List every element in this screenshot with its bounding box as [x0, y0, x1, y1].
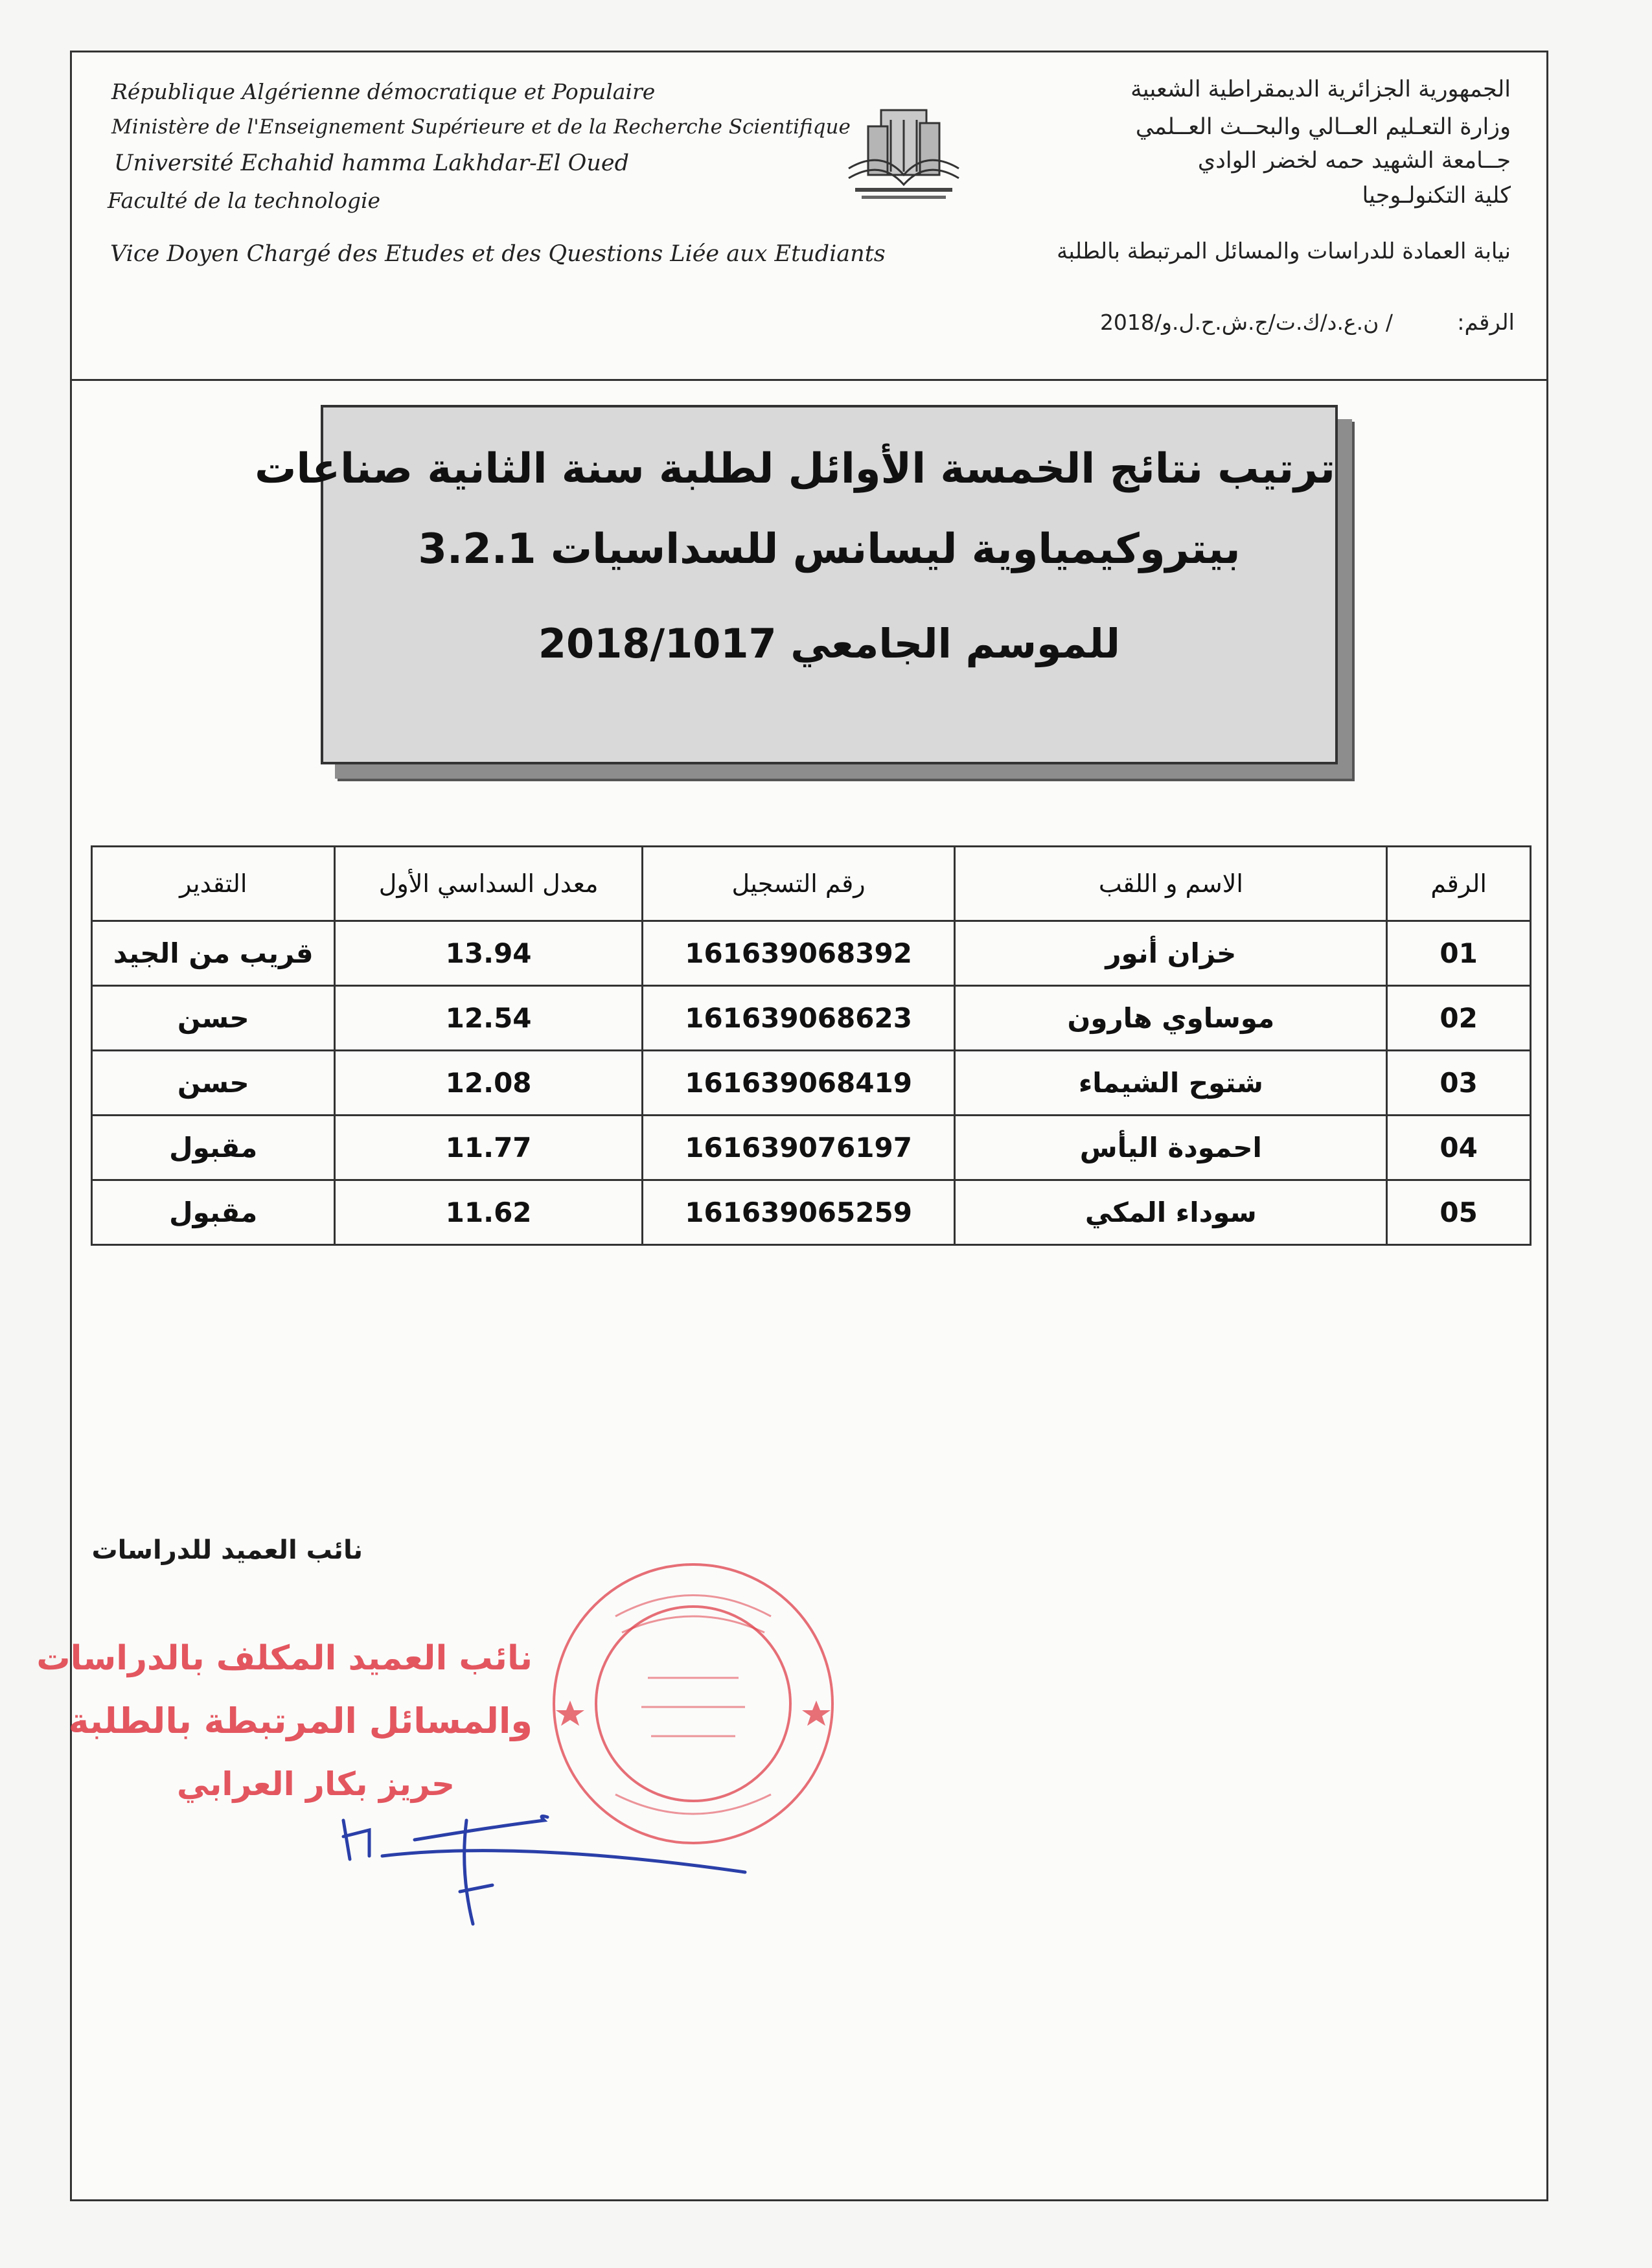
cell-average: 11.77 [335, 1116, 642, 1180]
cell-average: 11.62 [335, 1180, 642, 1245]
cell-name: سوداء المكي [955, 1180, 1387, 1245]
header-average: معدل السداسي الأول [335, 847, 642, 921]
fr-university: Université Echahid hamma Lakhdar-El Oued [114, 150, 630, 176]
fr-ministry: Ministère de l'Enseignement Supérieure et de la Recherche Scientifique [111, 115, 851, 139]
table-row [92, 986, 1531, 1051]
ref-label: الرقم: [1457, 310, 1515, 336]
cell-grade: حسن [92, 1051, 335, 1116]
cell-grade: حسن [92, 986, 335, 1051]
title-line-1: ترتيب نتائج الخمسة الأوائل لطلبة سنة الثانية صناعات [255, 445, 1335, 493]
cell-number: 04 [1387, 1116, 1531, 1180]
header-registration: رقم التسجيل [642, 847, 955, 921]
stamp-red-line-1: نائب العميد المكلف بالدراسات [36, 1639, 533, 1678]
cell-registration: 161639068419 [642, 1051, 955, 1116]
results-table [91, 845, 1532, 1246]
header-grade: التقدير [92, 847, 335, 921]
cell-average: 12.54 [335, 986, 642, 1051]
cell-name: خزان أنور [955, 921, 1387, 986]
ar-republic: الجمهورية الجزائرية الديمقراطية الشعبية [1130, 76, 1511, 102]
signatory-title: نائب العميد للدراسات [91, 1535, 363, 1565]
cell-number: 03 [1387, 1051, 1531, 1116]
cell-name: احمودة اليأس [955, 1116, 1387, 1180]
ar-university: جــامعة الشهيد حمه لخضر الوادي [1197, 148, 1511, 174]
table-row [92, 1180, 1531, 1245]
fr-republic: République Algérienne démocratique et Populaire [111, 79, 656, 104]
cell-registration: 161639065259 [642, 1180, 955, 1245]
title-line-3: للموسم الجامعي 2018/1017 [538, 620, 1121, 667]
header-divider [70, 379, 1548, 381]
cell-average: 12.08 [335, 1051, 642, 1116]
stamp-red-line-2: والمسائل المرتبطة بالطلبة [68, 1701, 533, 1741]
ar-vice-dean: نيابة العمادة للدراسات والمسائل المرتبطة بالطلبة [1057, 238, 1511, 264]
cell-grade: مقبول [92, 1180, 335, 1245]
table-row [92, 921, 1531, 986]
header-number: الرقم [1387, 847, 1531, 921]
table-header-row [92, 847, 1531, 921]
title-box [255, 405, 1338, 764]
cell-name: موساوي هارون [955, 986, 1387, 1051]
cell-registration: 161639068392 [642, 921, 955, 986]
cell-number: 02 [1387, 986, 1531, 1051]
cell-grade: قريب من الجيد [92, 921, 335, 986]
cell-registration: 161639068623 [642, 986, 955, 1051]
cell-number: 01 [1387, 921, 1531, 986]
cell-number: 05 [1387, 1180, 1531, 1245]
cell-average: 13.94 [335, 921, 642, 986]
cell-grade: مقبول [92, 1116, 335, 1180]
cell-registration: 161639076197 [642, 1116, 955, 1180]
title-line-2: بيتروكيمياوية ليسانس للسداسيات 3.2.1 [418, 525, 1241, 573]
cell-name: شتوح الشيماء [955, 1051, 1387, 1116]
ref-number: / ن.ع.د/ك.ت/ج.ش.ح.ل.و/2018 [1099, 310, 1393, 335]
ar-faculty: كلية التكنولـوجيا [1362, 183, 1511, 209]
fr-faculty: Faculté de la technologie [108, 188, 381, 213]
university-logo [842, 97, 965, 211]
fr-vice-dean: Vice Doyen Chargé des Etudes et des Questions Liée aux Etudiants [110, 241, 886, 267]
stamp-red-line-3: حريز بكار العرابي [177, 1765, 455, 1803]
table-row [92, 1051, 1531, 1116]
header-name: الاسم و اللقب [955, 847, 1387, 921]
table-row [92, 1116, 1531, 1180]
handwritten-signature [324, 1801, 777, 1930]
ar-ministry: وزارة التعـليم العــالي والبحــث العــلمي [1135, 114, 1511, 140]
